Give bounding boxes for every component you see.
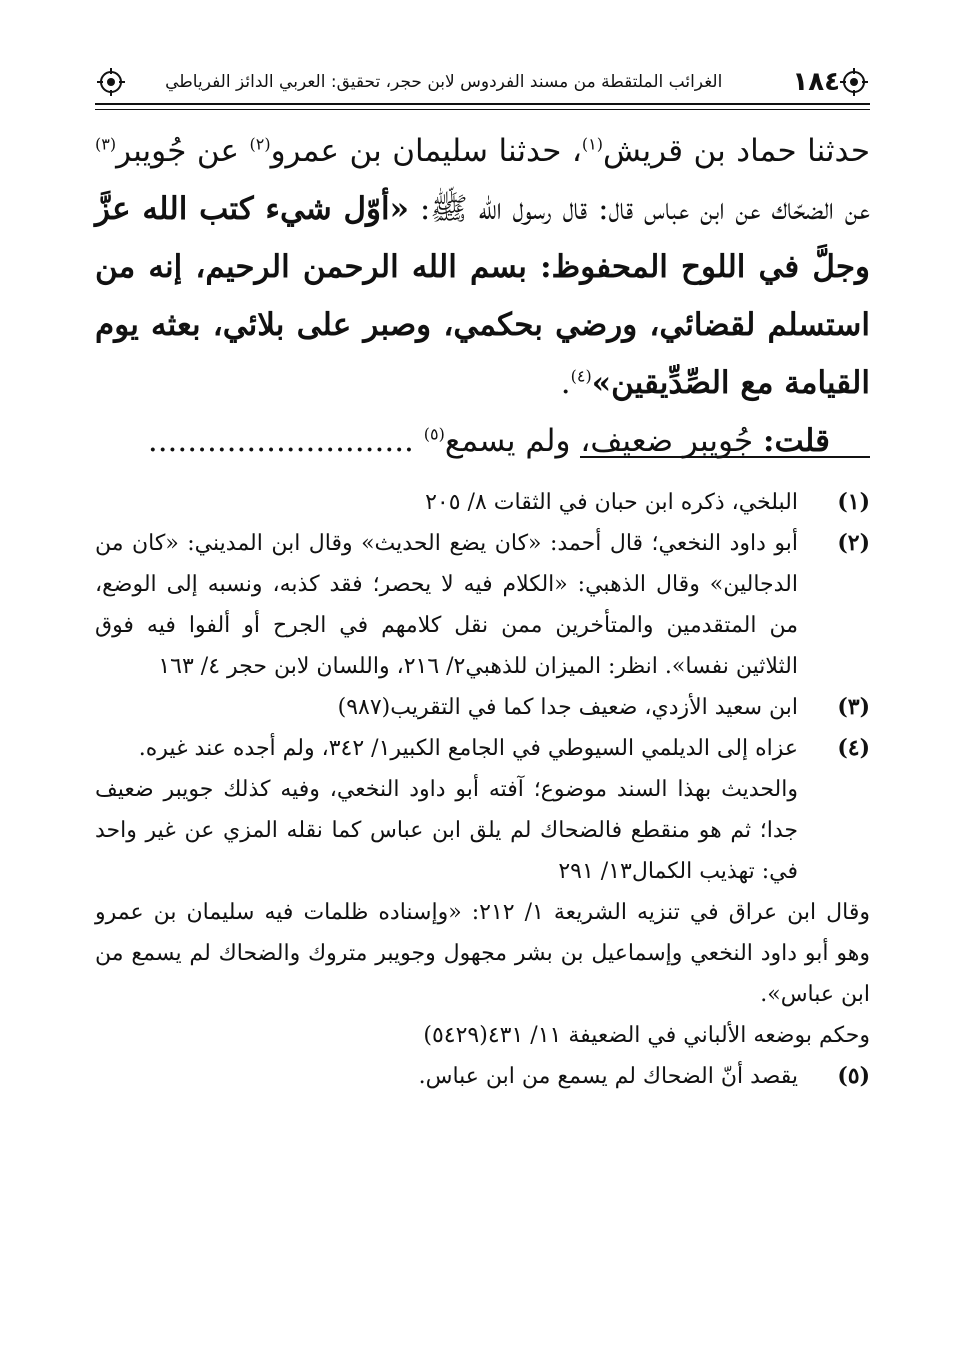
footnote-ref[interactable]: (٣): [95, 134, 117, 154]
footnote-3: [95, 687, 870, 728]
footnote-text: وقال ابن عراق في تنزيه الشريعة ١/ ٢١٢: «وإسناده ظلمات فيه سليمان بن عمرو وهو أبو داود النخعي وإسماعيل بن بشر مجهول وجويبر متروك والضحاك لم يسمع من ابن عباس».: [95, 900, 871, 1007]
ornament-icon: [838, 66, 870, 98]
footnote-number: (٢): [837, 530, 870, 556]
footnote-text: يقصد أنّ الضحاك لم يسمع من ابن عباس.: [418, 1064, 798, 1089]
footnote-number: (١): [837, 489, 870, 515]
isnad-text: عن الضحّاك عن ابن عباس قال: قال رسول الله ﷺ:: [409, 191, 870, 227]
footnote-4: [95, 728, 870, 892]
isnad-text: حدثنا حماد بن قريش: [602, 133, 870, 169]
ornament-icon: [95, 66, 127, 98]
footnote-text: وحكم بوضعه الألباني في الضعيفة ١١/ ٤٣١(٥٤٢٩): [423, 1023, 870, 1048]
isnad-paragraph: [95, 122, 870, 412]
footnote-number: (٣): [837, 694, 870, 720]
footnote-1: [95, 482, 870, 523]
footnotes: [95, 482, 870, 1097]
footnote-ref[interactable]: (٤): [570, 366, 592, 386]
running-title: الغرائب الملتقطة من مسند الفردوس لابن حجر، تحقيق: العربي الدائز الفرياطي: [165, 72, 723, 92]
header-rule: [95, 103, 870, 110]
isnad-text: عن جُويبر: [116, 133, 250, 169]
footnote-text: البلخي، ذكره ابن حبان في الثقات ٨/ ٢٠٥: [425, 490, 798, 515]
footnote-text: عزاه إلى الديلمي السيوطي في الجامع الكبير١/ ٣٤٢، ولم أجده عند غيره.: [138, 736, 798, 761]
footnote-ref[interactable]: (٢): [249, 134, 271, 154]
isnad-text: ، حدثنا سليمان بن عمرو: [270, 133, 582, 169]
footnote-separator: [580, 456, 870, 458]
footnote-text: والحديث بهذا السند موضوع؛ آفته أبو داود النخعي، وفيه كذلك جويبر ضعيف جدا؛ ثم هو منقطع فالضحاك لم يلق ابن عباس كما نقله المزي عن غير واحد في: تهذيب الكمال١٣/ ٢٩١: [95, 777, 798, 884]
dotted-leader: ...........................: [147, 423, 424, 459]
footnote-4-continued: [95, 892, 870, 1056]
footnote-ref[interactable]: (١): [581, 134, 603, 154]
footnote-number: (٥): [837, 1063, 870, 1089]
footnote-2: [95, 523, 870, 687]
footnote-number: (٤): [837, 735, 870, 761]
footnote-ref[interactable]: (٥): [423, 424, 445, 444]
author-comment: [95, 412, 870, 470]
page-number: ١٨٤: [792, 67, 840, 97]
footnote-5: [95, 1056, 870, 1097]
main-text: [95, 122, 870, 470]
page-header: [95, 60, 870, 104]
hadith-text: «أوّل شيء كتب الله عزَّ وجلَّ في اللوح المحفوظ: بسم الله الرحمن الرحيم، إنه من استسلم لقضائي، ورضي بحكمي، وصبر على بلائي، بعثه يوم القيامة مع الصِّدِّيقين»: [95, 191, 870, 401]
comment-text: جُويبر ضعيف، ولم يسمع: [444, 423, 764, 459]
comment-label: قلت:: [763, 423, 830, 459]
end-mark: .: [560, 365, 571, 401]
footnote-text: ابن سعيد الأزدي، ضعيف جدا كما في التقريب(٩٨٧): [337, 695, 798, 720]
footnote-text: أبو داود النخعي؛ قال أحمد: «كان يضع الحديث» وقال ابن المديني: «كان من الدجالين» وقال الذهبي: «الكلام فيه لا يحصر؛ فقد كذبه، ونسبه إلى الوضع، من المتقدمين والمتأخرين ممن نقل كلامهم في الجرح أو ألفوا فيه فوق الثلاثين نفسا». انظر: الميزان للذهبي٢/ ٢١٦، واللسان لابن حجر ٤/ ١٦٣: [95, 531, 798, 679]
